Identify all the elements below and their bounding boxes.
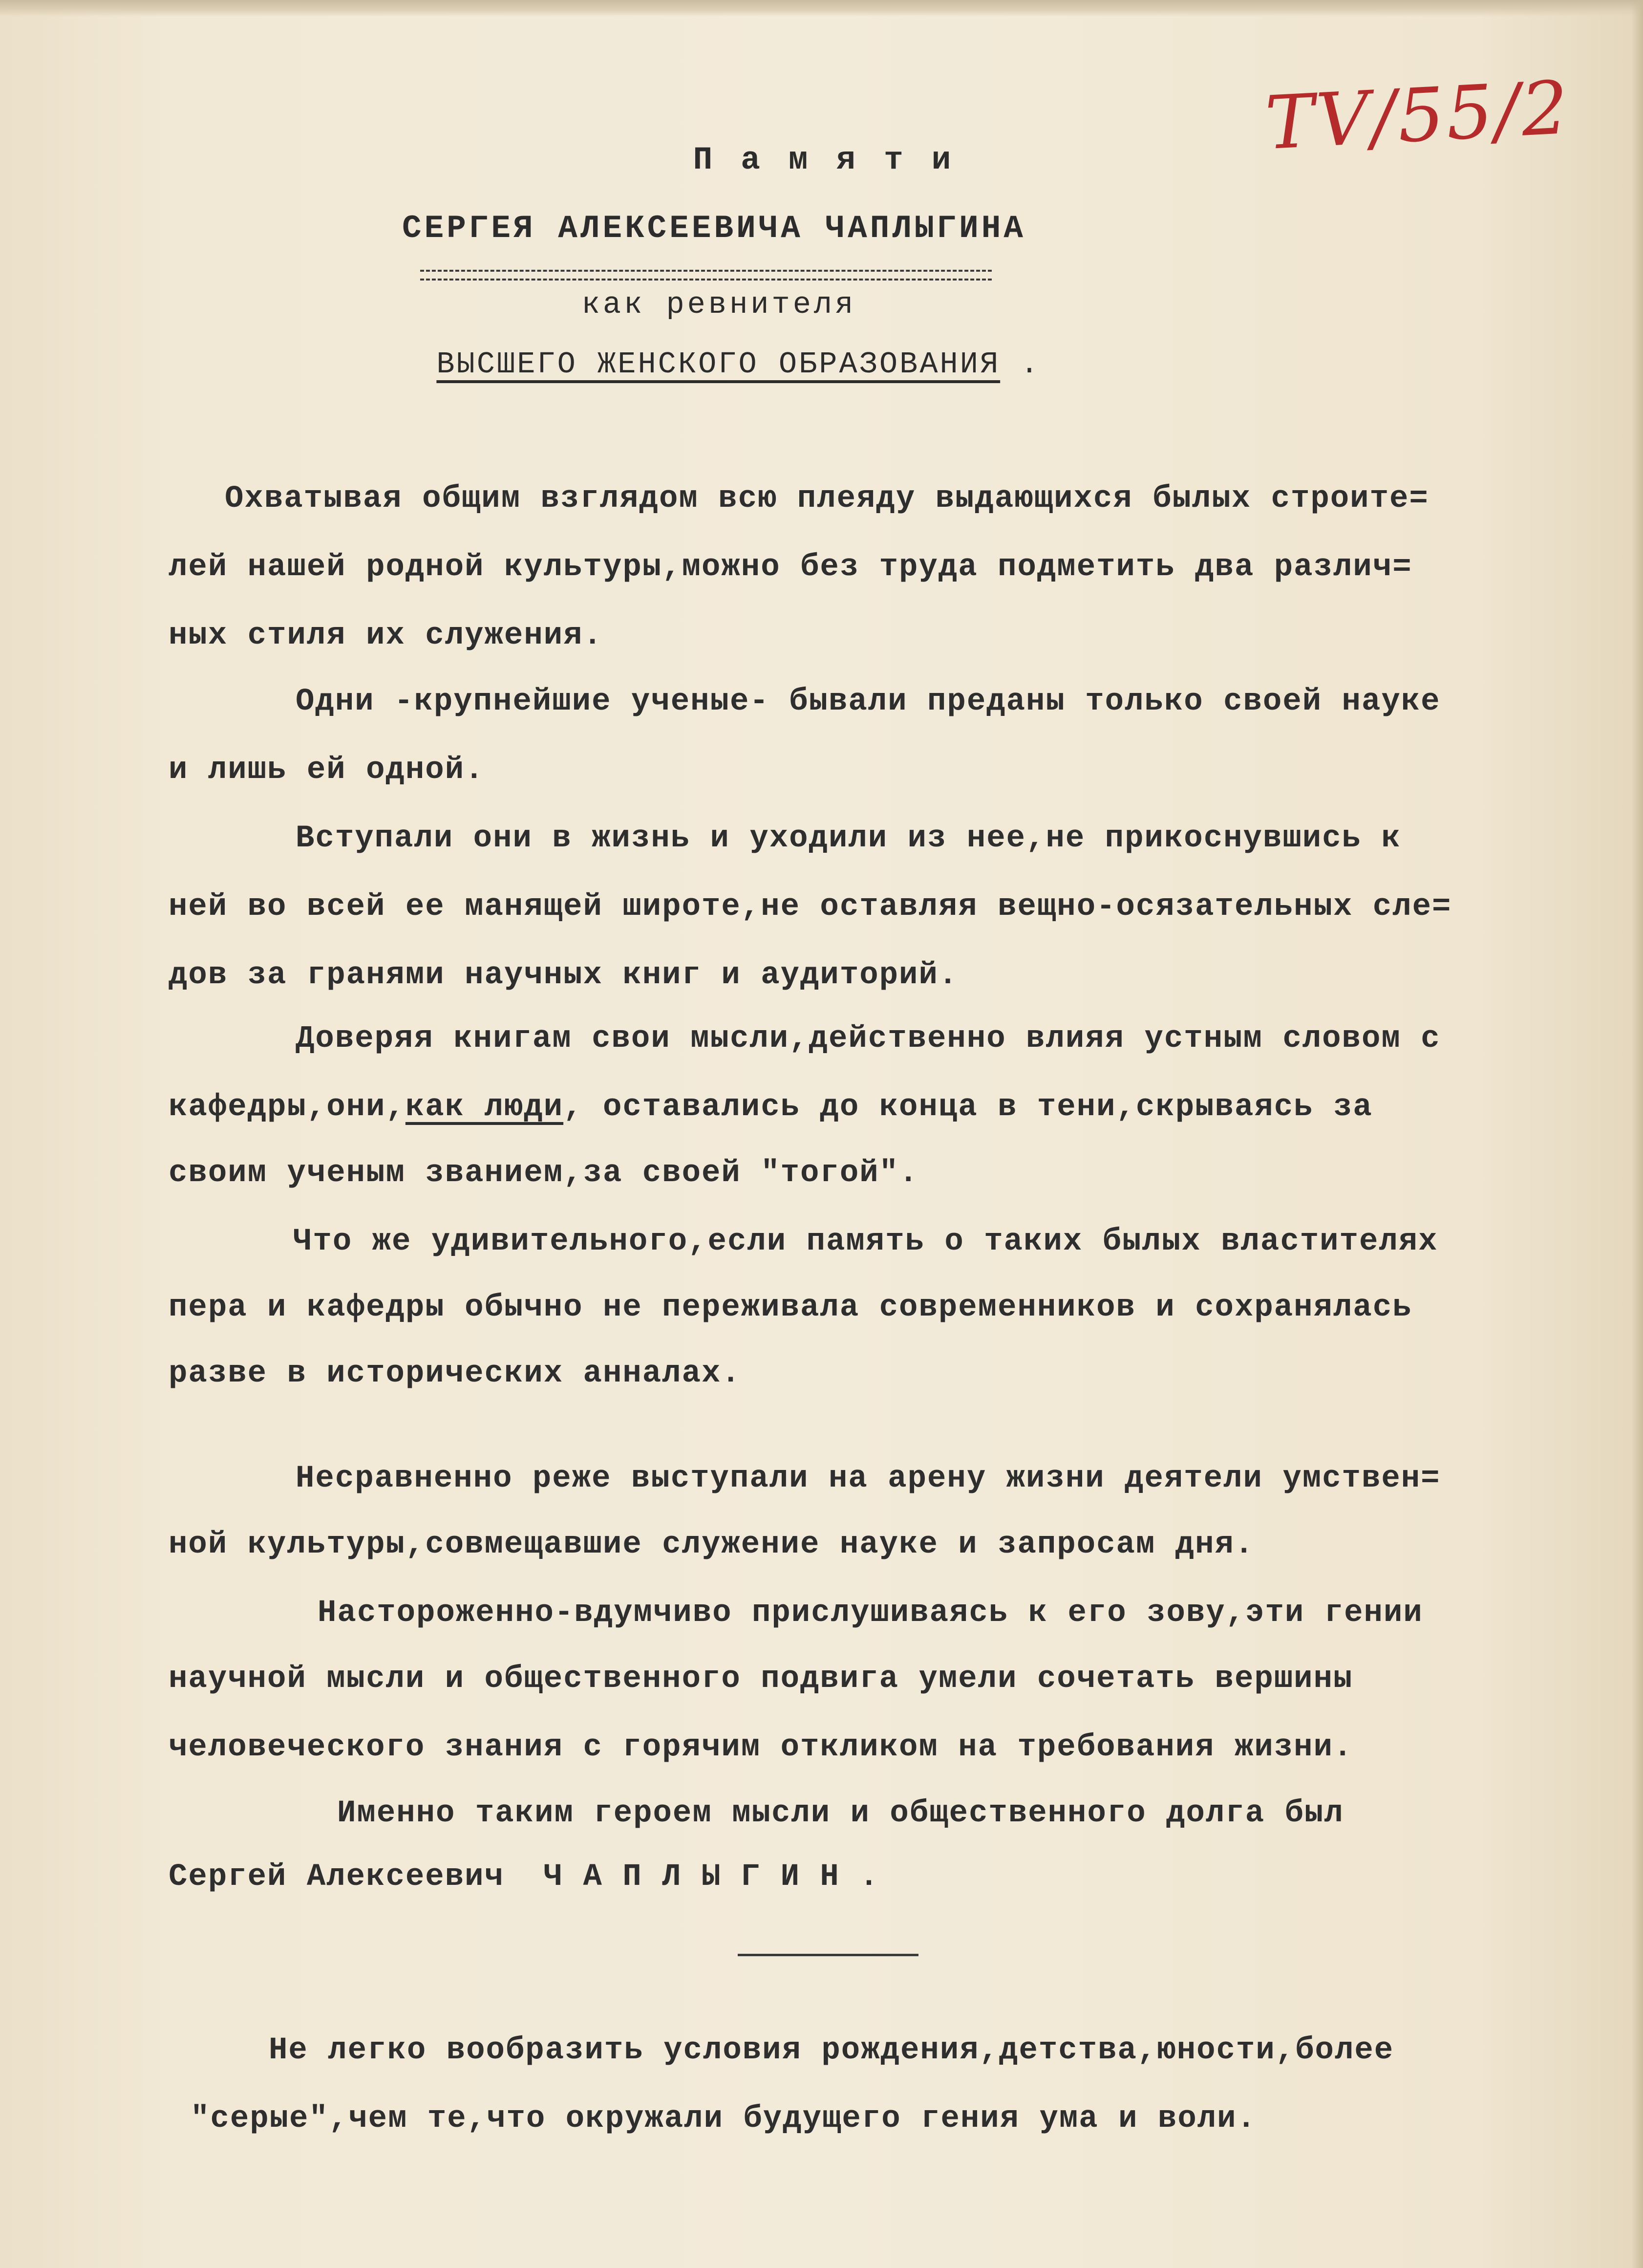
body-line: Сергей Алексеевич Ч А П Л Ы Г И Н . (169, 1859, 879, 1895)
body-line: ной культуры,совмещавшие служение науке и запросам дня. (169, 1527, 1255, 1562)
body-line: пера и кафедры обычно не переживала современников и сохранялась (169, 1290, 1412, 1325)
title-line-3: как ревнителя (581, 287, 856, 322)
body-line: Одни -крупнейшие ученые- бывали преданы только своей науке (296, 684, 1441, 719)
body-line-part: кафедры,они, (169, 1090, 405, 1125)
body-line: Вступали они в жизнь и уходили из нее,не прикоснувшись к (296, 821, 1401, 856)
body-line: Что же удивительного,если память о таких былых властителях (293, 1224, 1438, 1259)
body-line: Именно таким героем мысли и общественного долга был (337, 1796, 1344, 1831)
body-line: Настороженно-вдумчиво прислушиваясь к его зову,эти гении (318, 1596, 1423, 1631)
body-line: лей нашей родной культуры,можно без труда подметить два различ= (169, 550, 1412, 585)
page-top-edge (0, 0, 1643, 17)
body-line: дов за гранями научных книг и аудиторий. (169, 958, 959, 993)
body-line: "серые",чем те,что окружали будущего гения ума и воли. (191, 2101, 1257, 2137)
body-line-underlined: как люди (405, 1090, 564, 1125)
body-line: разве в исторических анналах. (169, 1356, 741, 1391)
section-divider (738, 1954, 918, 1956)
title-line-2: СЕРГЕЯ АЛЕКСЕЕВИЧА ЧАПЛЫГИНА (402, 210, 1026, 247)
body-line: и лишь ей одной. (169, 753, 485, 788)
archive-shelf-mark: TV/55/2 (1263, 65, 1572, 167)
body-line: научной мысли и общественного подвига умели сочетать вершины (169, 1662, 1353, 1697)
body-line: Охватывая общим взглядом всю плеяду выдающихся былых строите= (225, 481, 1429, 517)
body-line: Несравненно реже выступали на арену жизни деятели умствен= (296, 1461, 1441, 1496)
body-line-part: , оставались до конца в тени,скрываясь за (563, 1090, 1373, 1125)
title-line-1: Памяти (693, 142, 980, 178)
body-line: ных стиля их служения. (169, 618, 603, 653)
page-right-edge (1631, 0, 1643, 2268)
body-line: своим ученым званием,за своей "тогой". (169, 1156, 919, 1191)
title-line-4 (0, 347, 1560, 382)
title-double-rule (420, 270, 992, 281)
body-line: Доверяя книгам свои мысли,действенно влияя устным словом с (296, 1021, 1441, 1057)
body-line: Не легко вообразить условия рождения,детства,юности,более (269, 2033, 1394, 2068)
body-line: человеческого знания с горячим откликом на требования жизни. (169, 1730, 1353, 1765)
title-line-4-end: . (1000, 347, 1041, 382)
body-line (169, 1090, 1373, 1125)
title-line-4-text: ВЫСШЕГО ЖЕНСКОГО ОБРАЗОВАНИЯ (436, 347, 1001, 382)
body-line: ней во всей ее манящей широте,не оставляя вещно-осязательных сле= (169, 889, 1452, 925)
